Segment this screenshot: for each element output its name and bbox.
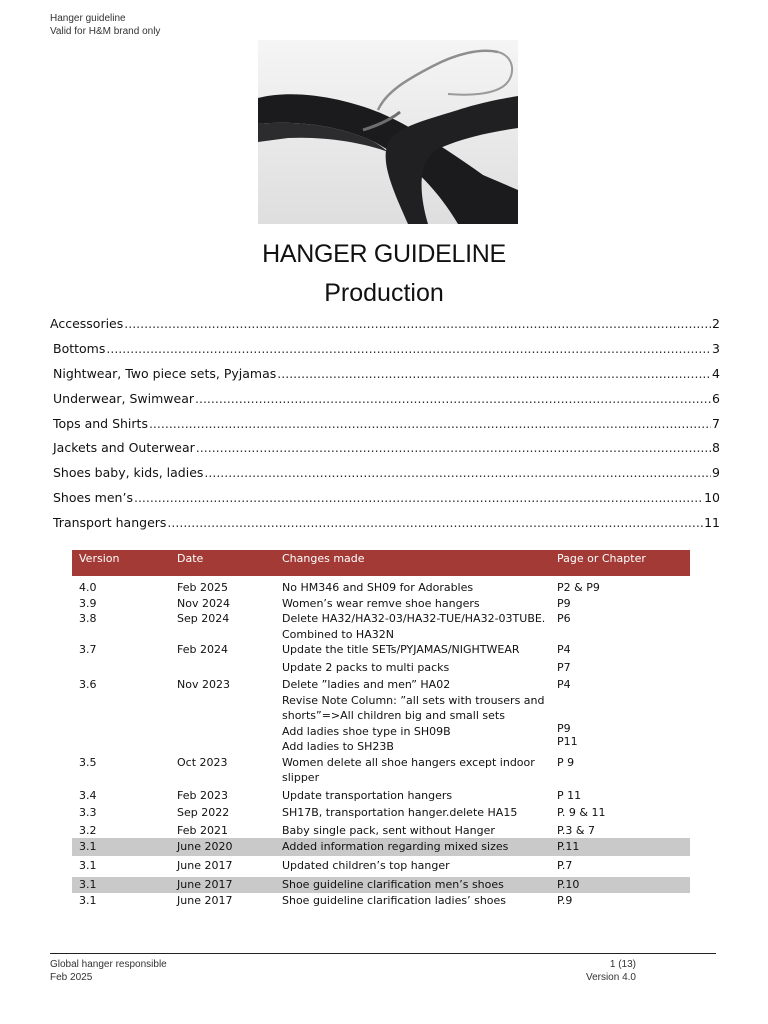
header-validity: Valid for H&M brand only	[50, 26, 161, 37]
table-row	[72, 755, 690, 786]
cell-changes: Women’s wear remve shoe hangers	[282, 596, 480, 610]
document-title: HANGER GUIDELINE	[262, 240, 506, 268]
cell-date: Sep 2024	[177, 612, 230, 625]
footer-left	[50, 958, 167, 984]
cell-changes: Update transportation hangers	[282, 788, 453, 802]
toc-entry-transport[interactable]	[50, 515, 720, 540]
toc-label: Tops and Shirts	[53, 415, 148, 431]
page-line: P4	[557, 678, 571, 691]
change-line: Update the title SETs/PYJAMAS/NIGHTWEAR	[282, 643, 520, 656]
cell-date: June 2017	[177, 858, 233, 872]
cell-version: 3.1	[72, 838, 170, 856]
footer-responsible: Global hanger responsible	[50, 959, 167, 970]
table-row-highlighted	[72, 877, 690, 893]
header-title: Hanger guideline	[50, 13, 126, 24]
toc-label: Accessories	[50, 316, 124, 331]
col-header-date: Date	[170, 550, 275, 576]
page-line: P9	[557, 721, 571, 735]
cell-date: June 2017	[177, 893, 233, 907]
cell-page: P.10	[550, 877, 690, 893]
cell-date: Feb 2024	[177, 643, 228, 656]
cell-version: 3.3	[79, 806, 97, 819]
toc-leader	[124, 316, 711, 331]
table-row	[72, 675, 690, 755]
toc-label: Underwear, Swimwear	[53, 390, 195, 406]
col-header-version: Version	[72, 550, 170, 576]
cell-date: Sep 2022	[177, 806, 230, 819]
page-line: P11	[557, 735, 578, 748]
toc-page: 10	[704, 490, 720, 506]
toc-label: Transport hangers	[53, 515, 167, 531]
cell-page: P.3 & 7	[557, 823, 595, 837]
table-row-highlighted	[72, 838, 690, 856]
change-line: Add ladies to SH23B	[282, 740, 394, 753]
cell-page	[550, 642, 690, 675]
toc-label: Bottoms	[53, 340, 106, 356]
cell-changes	[275, 675, 550, 755]
cell-changes: Baby single pack, sent without Hanger	[282, 823, 495, 837]
table-row	[72, 596, 690, 612]
toc-entry-underwear[interactable]	[50, 391, 720, 416]
cell-page: P9	[557, 596, 571, 610]
toc-page: 3	[712, 340, 720, 356]
hanger-image	[258, 40, 518, 224]
cell-changes: No HM346 and SH09 for Adorables	[282, 581, 474, 594]
table-of-contents	[50, 316, 720, 540]
toc-leader	[204, 465, 711, 480]
toc-leader	[196, 440, 711, 455]
cell-changes: Updated children’s top hanger	[282, 858, 450, 872]
cell-page: P 9	[557, 755, 575, 769]
cell-version: 3.8	[79, 612, 97, 625]
version-history-table	[72, 550, 690, 908]
toc-page: 7	[712, 415, 720, 431]
toc-leader	[195, 391, 711, 406]
toc-entry-accessories[interactable]	[50, 316, 720, 341]
cell-date: Oct 2023	[177, 755, 228, 769]
cell-date: Feb 2023	[177, 788, 228, 802]
cell-page: P6	[557, 612, 571, 625]
cell-changes: Women delete all shoe hangers except indoor slipper	[282, 755, 535, 784]
toc-leader	[167, 515, 703, 530]
cell-page: P 11	[557, 788, 582, 802]
footer-divider	[50, 953, 716, 954]
cell-page: P.11	[550, 838, 690, 856]
document-header	[50, 12, 160, 38]
toc-page: 8	[712, 440, 720, 456]
toc-page: 6	[712, 390, 720, 406]
toc-label: Shoes men’s	[53, 490, 133, 506]
cell-version: 3.6	[79, 678, 97, 691]
page-line: P4	[557, 643, 571, 656]
toc-entry-shoes-mens[interactable]	[50, 490, 720, 515]
page-line	[557, 693, 690, 709]
cell-version: 3.1	[72, 877, 170, 893]
toc-page: 9	[712, 465, 720, 481]
table-row	[72, 611, 690, 642]
toc-page: 11	[704, 515, 720, 531]
cell-page	[550, 675, 690, 755]
cell-page: P.7	[557, 858, 573, 872]
toc-label: Shoes baby, kids, ladies	[53, 465, 204, 481]
col-header-page: Page or Chapter	[550, 550, 690, 576]
cell-version: 3.5	[79, 755, 97, 769]
cell-changes: Shoe guideline clarification ladies’ shoes	[282, 893, 507, 907]
cell-version: 3.1	[79, 858, 97, 872]
toc-entry-tops[interactable]	[50, 416, 720, 441]
table-row	[72, 642, 690, 675]
footer-date: Feb 2025	[50, 972, 93, 983]
cell-changes: SH17B, transportation hanger.delete HA15	[282, 806, 518, 819]
cell-changes: Shoe guideline clarification men’s shoes	[275, 877, 550, 893]
footer-right	[560, 958, 636, 984]
cell-changes: Added information regarding mixed sizes	[275, 838, 550, 856]
toc-entry-shoes-ladies[interactable]	[50, 465, 720, 490]
change-line: Add ladies shoe type in SH09B	[282, 724, 451, 738]
change-line: Update 2 packs to multi packs	[282, 660, 450, 674]
table-row	[72, 893, 690, 909]
toc-leader	[277, 366, 711, 381]
cell-version: 3.2	[79, 823, 97, 837]
cell-version: 3.1	[79, 893, 97, 907]
cell-version: 3.4	[79, 788, 97, 802]
cell-changes	[275, 642, 550, 675]
cell-page: P.9	[557, 893, 573, 907]
toc-label: Jackets and Outerwear	[53, 440, 195, 456]
cell-page: P2 & P9	[557, 581, 600, 594]
cell-date: June 2020	[170, 838, 275, 856]
footer-version: Version 4.0	[585, 972, 636, 983]
cell-date: Nov 2023	[177, 678, 230, 691]
toc-leader	[149, 416, 711, 431]
document-subtitle: Production	[324, 279, 444, 307]
toc-page: 2	[712, 316, 720, 331]
cell-changes: Delete HA32/HA32-03/HA32-TUE/HA32-03TUBE. Combined to HA32N	[282, 612, 546, 641]
cell-version: 3.7	[79, 643, 97, 656]
toc-leader	[106, 341, 711, 356]
table-row	[72, 803, 690, 821]
cell-date: Feb 2025	[177, 581, 228, 594]
toc-entry-bottoms[interactable]	[50, 341, 720, 366]
cell-page: P. 9 & 11	[557, 806, 606, 819]
hanger-photo	[258, 40, 518, 224]
toc-entry-jackets[interactable]	[50, 440, 720, 465]
footer-page-number: 1 (13)	[609, 959, 636, 970]
toc-entry-nightwear[interactable]	[50, 366, 720, 391]
cell-date: Nov 2024	[177, 596, 230, 610]
table-row	[72, 580, 690, 596]
change-line: Delete ”ladies and men” HA02	[282, 678, 451, 691]
table-row	[72, 856, 690, 878]
page-line: P7	[557, 660, 571, 674]
toc-label: Nightwear, Two piece sets, Pyjamas	[53, 365, 277, 381]
toc-page: 4	[712, 365, 720, 381]
cell-date: Feb 2021	[177, 823, 228, 837]
change-line: Revise Note Column: ”all sets with trousers and shorts”=>All children big and small sets	[282, 693, 545, 722]
table-row	[72, 786, 690, 804]
cell-version: 3.9	[79, 596, 97, 610]
table-header-row	[72, 550, 690, 576]
table-row	[72, 821, 690, 839]
cell-version: 4.0	[79, 581, 97, 594]
cell-date: June 2017	[170, 877, 275, 893]
col-header-changes: Changes made	[275, 550, 550, 576]
toc-leader	[134, 490, 703, 505]
